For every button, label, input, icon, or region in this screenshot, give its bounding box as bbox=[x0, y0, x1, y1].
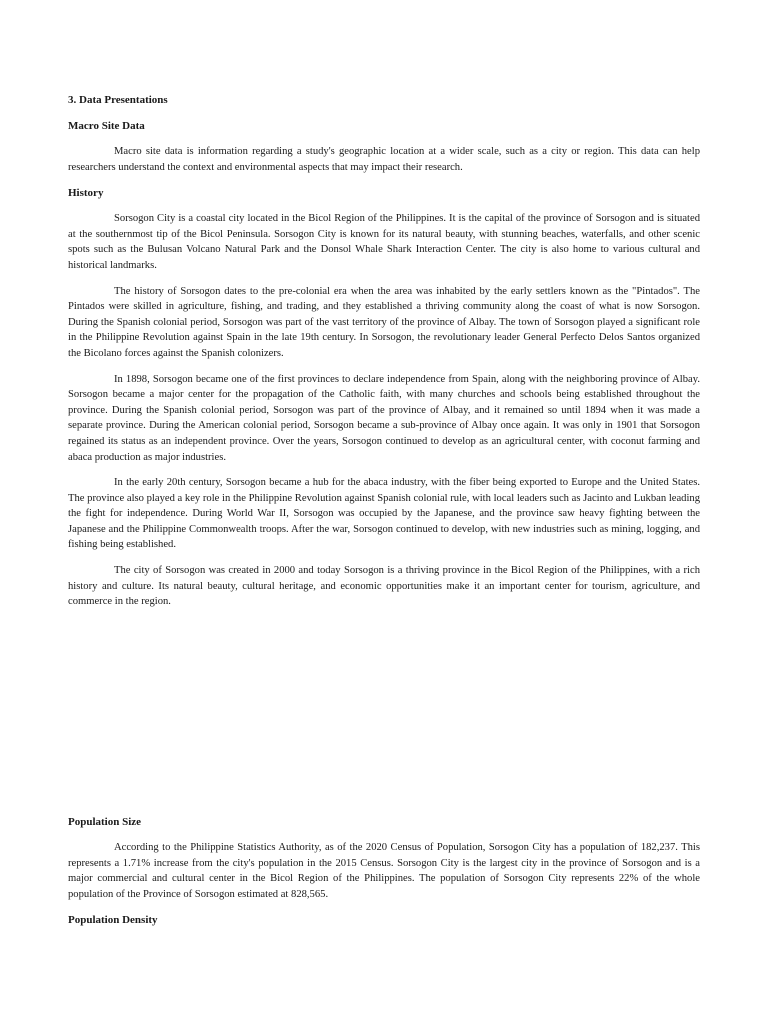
population-size-paragraph: According to the Philippine Statistics Authority, as of the 2020 Census of Population, Sorsogon City has a population of 182,237. This represents a 1.71% increase from the city's population in the 2015 Census. Sorsogon City is the largest city in the province of Sorsogon and is a major commercial and cultural center in the Bicol Region of the Philippines. The population of Sorsogon City represents 22% of the whole population of the Province of Sorsogon estimated at 828,565. bbox=[68, 842, 700, 900]
lower-section bbox=[68, 814, 700, 938]
history-title: History bbox=[68, 187, 104, 200]
history-paragraph-1: Sorsogon City is a coastal city located in the Bicol Region of the Philippines. It is the capital of the province of Sorsogon and is situated at the southernmost tip of the Bicol Peninsula. Sorsogon City is known for its natural beauty, with stunning beaches, waterfalls, and other scenic spots such as the Bulusan Volcano Natural Park and the Donsol Whale Shark Interaction Center. The city is also home to various cultural and historical landmarks. bbox=[68, 213, 700, 271]
section-heading: 3. Data Presentations bbox=[68, 94, 168, 106]
macro-site-data-title: Macro Site Data bbox=[68, 120, 145, 132]
population-density-title: Population Density bbox=[68, 914, 158, 927]
history-paragraph-2: The history of Sorsogon dates to the pre-colonial era when the area was inhabited by the early settlers known as the "Pintados". The Pintados were skilled in agriculture, fishing, and trading, and they established a thriving community along the coast of what is now Sorsogon. During the Spanish colonial period, Sorsogon was part of the vast territory of the province of Albay. The town of Sorsogon played a significant role in the Philippine Revolution against Spain in the late 19th century. In Sorsogon, the revolutionary leader General Perfecto Delos Santos organized the Bicolano forces against the Spanish colonizers. bbox=[68, 285, 700, 359]
population-size-title: Population Size bbox=[68, 816, 142, 828]
macro-site-data-paragraph: Macro site data is information regarding a study's geographic location at a wider scale, such as a city or region. This data can help researchers understand the context and environmental aspects that may impact their research. bbox=[68, 146, 700, 173]
history-paragraph-4: In the early 20th century, Sorsogon became a hub for the abaca industry, with the fiber being exported to Europe and the United States. The province also played a key role in the Philippine Revolution against Spanish colonial rule, with local leaders such as Jacinto and Lukban leading the fight for independence. During World War II, Sorsogon was occupied by the Japanese, and the province saw heavy fighting between the Japanese and the Philippine Commonwealth troops. After the war, Sorsogon continued to develop, with new industries such as mining, logging, and fishing being established. bbox=[68, 477, 700, 551]
history-paragraph-3: In 1898, Sorsogon became one of the first provinces to declare independence from Spain, along with the neighboring province of Albay. Sorsogon became a major center for the propagation of the Catholic faith, with many churches and schools being established throughout the province. During the Spanish colonial period, Sorsogon was part of the province of Albay, and it remained so until 1894 when it was made a separate province. During the American colonial period, Sorsogon became a sub-province of Albay once again. It was only in 1901 that Sorsogon regained its status as an independent province. Over the years, Sorsogon continued to develop as an agricultural center, with coconut farming and abaca production as major industries. bbox=[68, 373, 700, 463]
history-paragraph-5: The city of Sorsogon was created in 2000 and today Sorsogon is a thriving province in the Bicol Region of the Philippines, with a rich history and culture. Its natural beauty, cultural heritage, and economic opportunities make it an important center for tourism, agriculture, and commerce in the region. bbox=[68, 565, 700, 608]
upper-section bbox=[68, 92, 700, 620]
